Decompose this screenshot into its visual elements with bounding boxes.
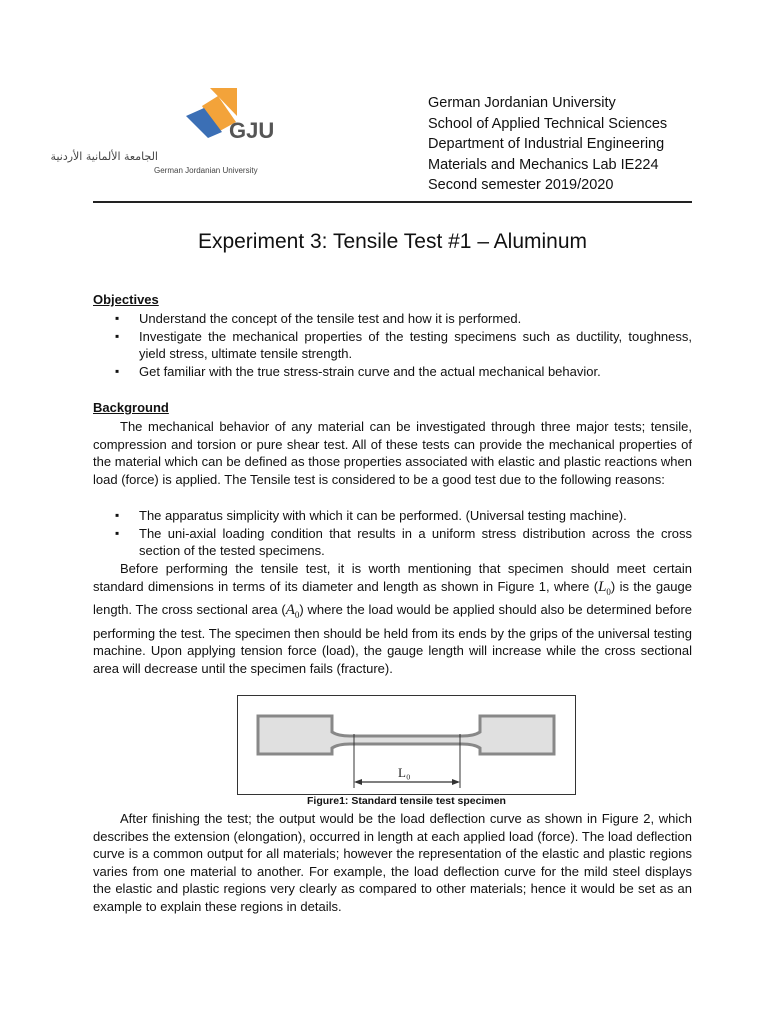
header-line-semester: Second semester 2019/2020 bbox=[428, 177, 614, 193]
area-symbol bbox=[285, 602, 300, 621]
figure-1 bbox=[237, 695, 576, 795]
gju-logo-icon bbox=[50, 86, 278, 178]
paragraph-2-part-c: ) where the load would be applied should also be determined before performing the test. The specimen then should be held from its ends by the grips of the universal testing machine. Upon applying tension force (load), the gauge length will increase while the cross sectional area will decrease until the specimen fails (fracture). bbox=[93, 602, 692, 676]
university-logo bbox=[50, 86, 278, 178]
subscript-0: 0 bbox=[294, 610, 300, 621]
background-heading: Background bbox=[93, 400, 169, 415]
logo-brand-text: GJU bbox=[229, 118, 275, 143]
paragraph-2-part-b: ) is the gauge length. The cross sectional area ( bbox=[93, 578, 692, 618]
header-divider bbox=[93, 201, 692, 203]
background-paragraph-3 bbox=[93, 810, 692, 916]
page-title: Experiment 3: Tensile Test #1 – Aluminum bbox=[197, 230, 588, 253]
logo-english-name: German Jordanian University bbox=[154, 166, 258, 175]
arrow-head-left-icon bbox=[354, 779, 362, 785]
header-line-university: German Jordanian University bbox=[428, 95, 616, 111]
specimen-shape bbox=[258, 716, 554, 754]
reasons-list bbox=[93, 507, 692, 560]
header-line-course: Materials and Mechanics Lab IE224 bbox=[428, 156, 659, 173]
background-paragraph-1 bbox=[93, 418, 692, 488]
background-paragraph-2 bbox=[93, 560, 692, 678]
subscript-0: 0 bbox=[606, 586, 611, 597]
header-line-department: Department of Industrial Engineering bbox=[428, 136, 665, 152]
objectives-list bbox=[93, 310, 692, 380]
paragraph-2-part-a: Before performing the tensile test, it is worth mentioning that specimen should meet certain standard dimensions in terms of its diameter and length as shown in Figure 1, where ( bbox=[93, 561, 692, 594]
figure-1-caption: Figure1: Standard tensile test specimen bbox=[307, 795, 506, 807]
logo-arabic-name: الجامعة الألمانية الأردنية bbox=[50, 150, 158, 163]
arrow-head-right-icon bbox=[452, 779, 460, 785]
background-paragraph-1-text: The mechanical behavior of any material can be investigated through three major tests; tensile, compression and torsion or pure shear test. All of these tests can provide the mechanical properties of the material which can be defined as those properties associated with elastic and plastic reactions when load (force) is applied. The Tensile test is considered to be a good test due to the following reasons: bbox=[93, 419, 692, 487]
header-line-school: School of Applied Technical Sciences bbox=[428, 115, 668, 132]
symbol-A: A bbox=[285, 602, 295, 619]
background-paragraph-3-text: After finishing the test; the output would be the load deflection curve as shown in Figure 2, which describes the extension (elongation), occurred in length at each applied load (force). The load deflection curve is a common output for all materials; however the representation of the elastic and plastic regions varies from one material to another. For example, the load deflection curve for the mild steel displays the elastic and plastic regions very clearly as compared to other materials; hence it would be set as an example to explain these regions in details. bbox=[93, 811, 692, 914]
objective-item: ▪ Understand the concept of the tensile test and how it is performed. bbox=[93, 310, 692, 328]
gauge-length-symbol bbox=[598, 579, 611, 595]
tensile-specimen-drawing bbox=[238, 696, 575, 794]
reason-item: ▪ The uni-axial loading condition that results in a uniform stress distribution across the cross section of the tested specimens. bbox=[93, 525, 692, 560]
gauge-length-label: L₀ bbox=[398, 765, 411, 780]
header-info bbox=[428, 93, 748, 196]
symbol-L: L bbox=[598, 578, 607, 595]
objectives-heading: Objectives bbox=[93, 292, 159, 307]
reason-item: ▪ The apparatus simplicity with which it can be performed. (Universal testing machine). bbox=[93, 507, 692, 525]
objective-item: ▪ Get familiar with the true stress-strain curve and the actual mechanical behavior. bbox=[93, 363, 692, 381]
objective-item: ▪ Investigate the mechanical properties of the testing specimens such as ductility, toughness, yield stress, ultimate tensile strength. bbox=[93, 328, 692, 363]
